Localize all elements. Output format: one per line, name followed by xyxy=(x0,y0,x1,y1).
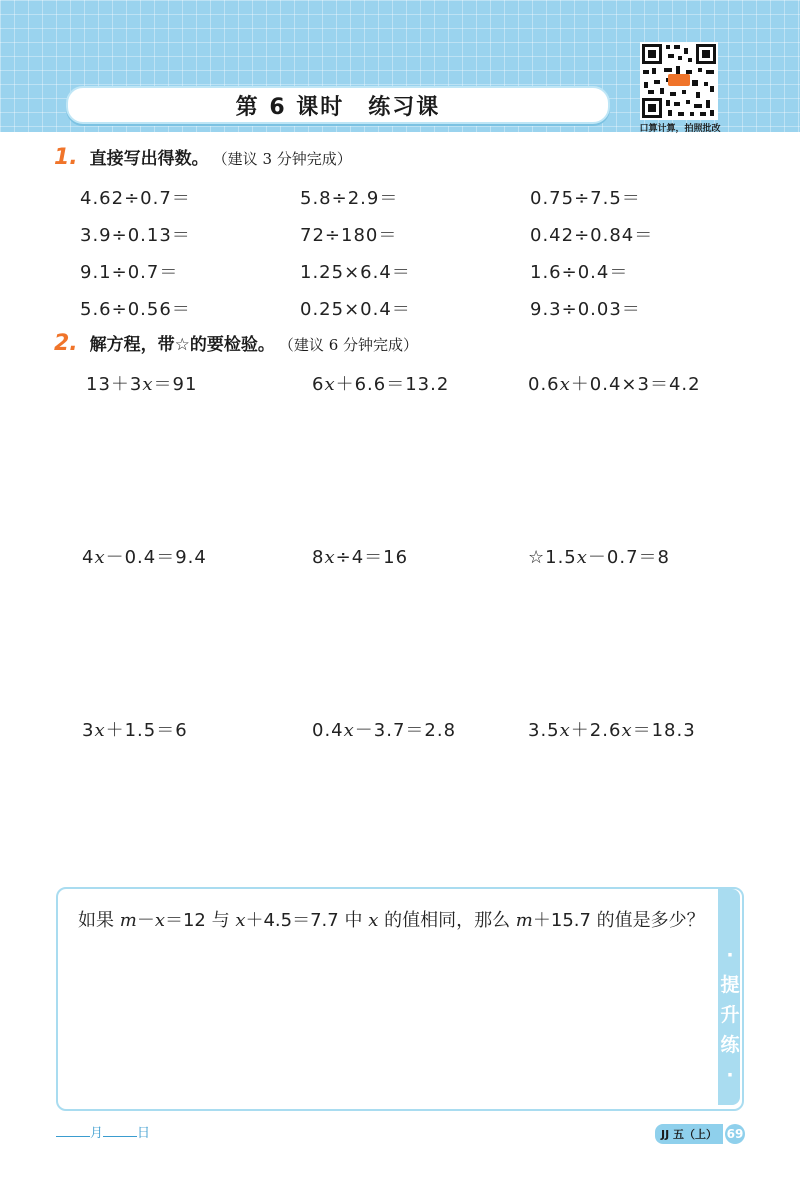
lesson-title-bar xyxy=(66,86,610,124)
problem-2-2: 72÷180＝ xyxy=(300,225,398,246)
equation-3: 0.6x＋0.4×3＝4.2 xyxy=(528,374,701,395)
section-2-number: 2. xyxy=(54,331,78,356)
equation-1: 13＋3x＝91 xyxy=(86,374,198,395)
section-1-title: 直接写出得数。 xyxy=(89,149,209,169)
equation-4: 4x－0.4＝9.4 xyxy=(82,547,207,568)
equation-8: 0.4x－3.7＝2.8 xyxy=(312,720,457,741)
problem-4-1: 5.6÷0.56＝ xyxy=(80,299,191,320)
section-1-number: 1. xyxy=(54,145,78,170)
book-label: JJ 五（上） xyxy=(655,1124,723,1144)
day-label: 日 xyxy=(137,1126,151,1141)
problem-4-3: 9.3÷0.03＝ xyxy=(530,299,641,320)
section-2-note: （建议 6 分钟完成） xyxy=(278,336,419,354)
equation-5: 8x÷4＝16 xyxy=(312,547,409,568)
problem-1-1: 4.62÷0.7＝ xyxy=(80,188,191,209)
problem-2-3: 0.42÷0.84＝ xyxy=(530,225,654,246)
problem-3-1: 9.1÷0.7＝ xyxy=(80,262,179,283)
problem-2-1: 3.9÷0.13＝ xyxy=(80,225,191,246)
lesson-title: 第 6 课时 练习课 xyxy=(235,94,441,120)
date-fill-line xyxy=(56,1122,150,1141)
problem-1-3: 0.75÷7.5＝ xyxy=(530,188,641,209)
equation-2: 6x＋6.6＝13.2 xyxy=(312,374,450,395)
section-1-note: （建议 3 分钟完成） xyxy=(212,150,352,168)
extension-tab-label: ·提升练· xyxy=(720,944,740,1086)
qr-code-icon[interactable] xyxy=(640,42,718,120)
qr-caption: 口算计算，拍照批改 xyxy=(639,124,721,134)
equation-9: 3.5x＋2.6x＝18.3 xyxy=(528,720,696,741)
equation-7: 3x＋1.5＝6 xyxy=(82,720,188,741)
section-1-heading xyxy=(54,144,352,170)
problem-3-3: 1.6÷0.4＝ xyxy=(530,262,629,283)
month-label: 月 xyxy=(90,1126,104,1141)
section-2-title: 解方程，带☆的要检验。 xyxy=(89,335,275,355)
section-2-heading xyxy=(54,330,418,356)
problem-3-2: 1.25×6.4＝ xyxy=(300,262,411,283)
equation-6-starred: ☆1.5x－0.7＝8 xyxy=(528,547,670,568)
month-blank[interactable] xyxy=(56,1124,90,1137)
extension-question: 如果 m－x＝12 与 x＋4.5＝7.7 中 x 的值相同，那么 m＋15.7 的值是多少？ xyxy=(78,910,705,931)
book-tag xyxy=(655,1124,745,1144)
page-number: 69 xyxy=(725,1124,745,1144)
problem-1-2: 5.8÷2.9＝ xyxy=(300,188,399,209)
problem-4-2: 0.25×0.4＝ xyxy=(300,299,411,320)
day-blank[interactable] xyxy=(103,1124,137,1137)
